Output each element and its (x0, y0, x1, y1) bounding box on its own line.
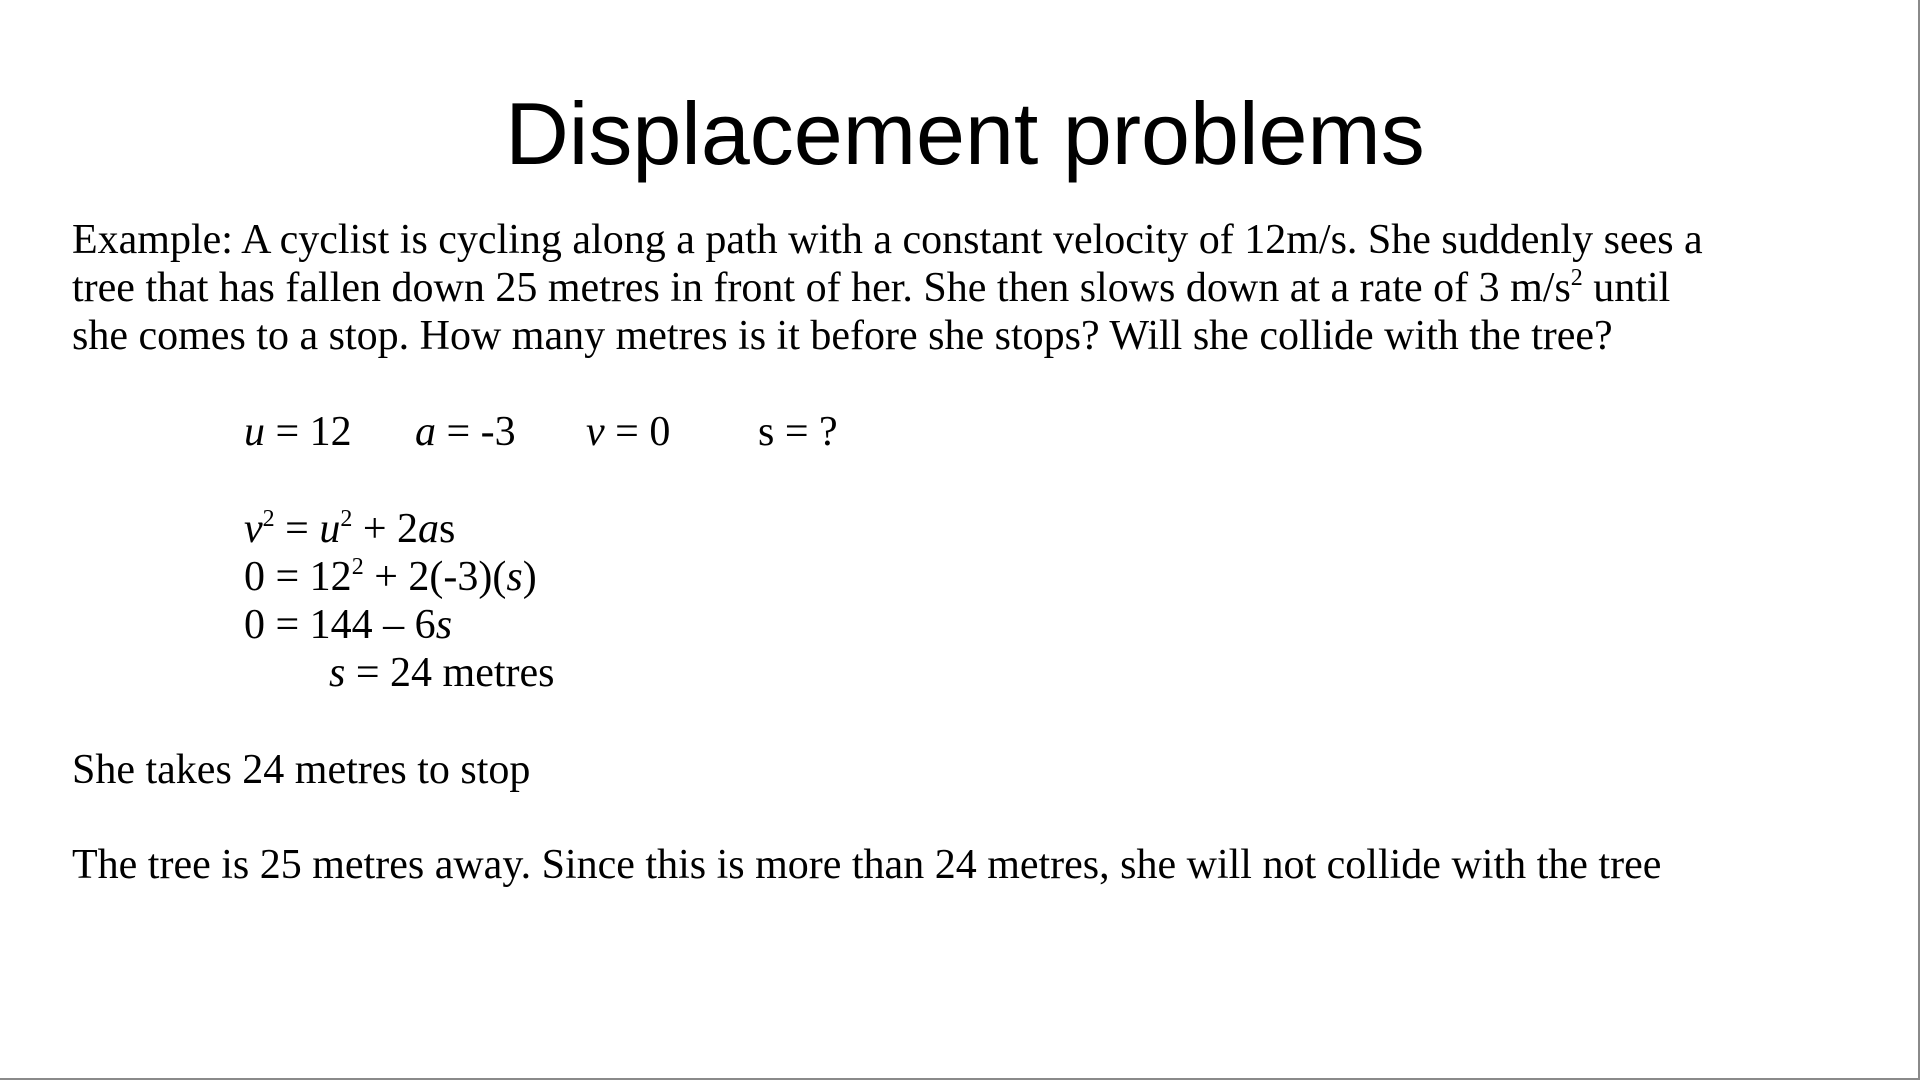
eq2-s: s (506, 554, 523, 600)
equation-4 (329, 649, 555, 697)
eq3-s: s (435, 602, 453, 648)
equation-3 (244, 601, 452, 649)
conclusion-2: The tree is 25 metres away. Since this is more than 24 metres, she will not collide with the tree (72, 842, 1662, 888)
var-v-value: = 0 (604, 409, 671, 455)
eq1-plus: + 2 (352, 506, 419, 552)
eq1-equals: = (274, 506, 320, 552)
squared-superscript: 2 (1570, 265, 1583, 291)
problem-line-2 (72, 264, 1670, 312)
equation-1 (244, 505, 455, 553)
problem-line-2-end: until (1582, 265, 1671, 311)
eq1-sup-2: 2 (340, 506, 353, 532)
slide-title: Displacement problems (505, 84, 1425, 183)
var-a (415, 408, 516, 456)
eq1-sup-1: 2 (262, 506, 275, 532)
problem-line-1: Example: A cyclist is cycling along a path with a constant velocity of 12m/s. She suddenly sees a (72, 217, 1703, 263)
problem-line-2-text: tree that has fallen down 25 metres in front of her. She then slows down at a rate of 3 m/s (72, 265, 1571, 311)
var-u-value: = 12 (265, 409, 352, 455)
conclusion-1: She takes 24 metres to stop (72, 747, 531, 793)
eq1-u: u (319, 506, 341, 552)
eq3-start: 0 = 144 – 6 (244, 602, 436, 648)
problem-line-3: she comes to a stop. How many metres is it before she stops? Will she collide with the tree? (72, 313, 1613, 359)
var-s: s = ? (758, 409, 838, 455)
var-u-symbol: u (244, 409, 265, 455)
eq2-start: 0 = 12 (244, 554, 352, 600)
eq1-a: a (418, 506, 440, 552)
var-v (586, 408, 670, 456)
equation-2 (244, 553, 537, 601)
var-a-symbol: a (415, 409, 436, 455)
eq1-s: s (439, 506, 456, 552)
var-v-symbol: v (586, 409, 605, 455)
eq2-mid: + 2(-3)( (363, 554, 507, 600)
eq1-v: v (244, 506, 263, 552)
eq4-result: = 24 metres (345, 650, 555, 696)
var-a-value: = -3 (436, 409, 516, 455)
eq4-s: s (329, 650, 346, 696)
eq2-sup: 2 (351, 554, 364, 580)
var-u (244, 408, 352, 456)
eq2-end: ) (522, 554, 537, 600)
